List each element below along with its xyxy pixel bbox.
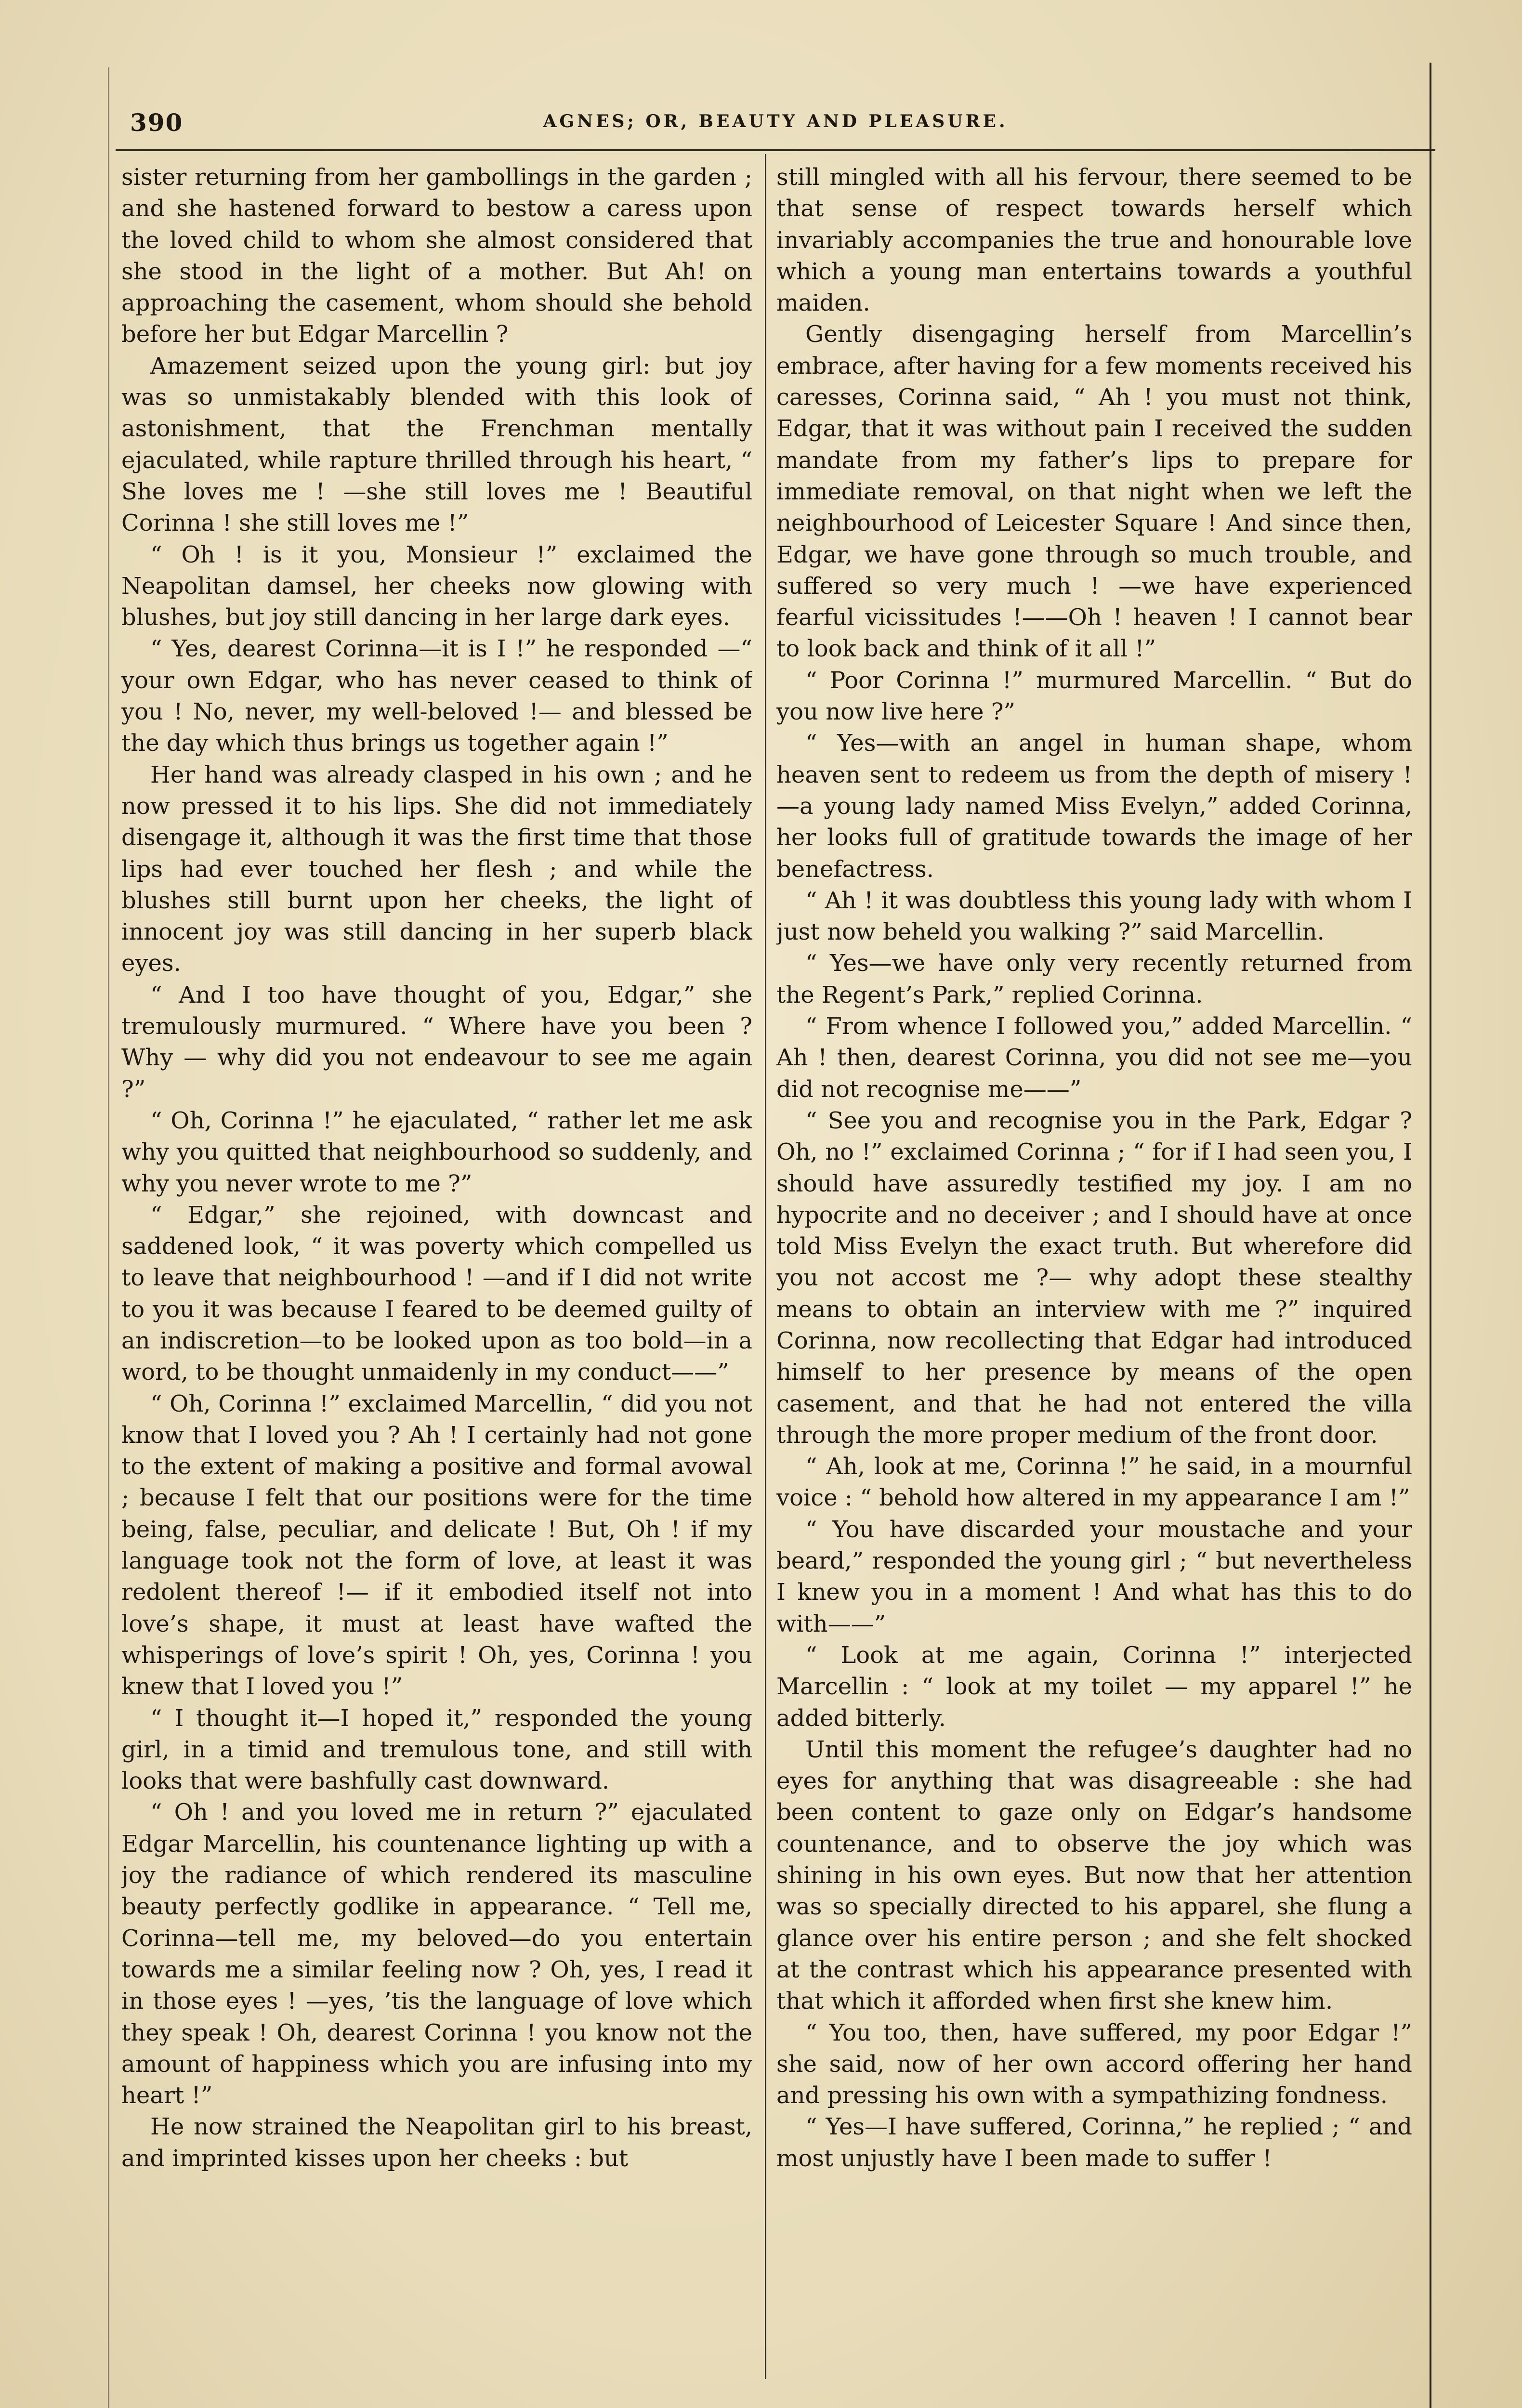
paragraph: Until this moment the refugee’s daughter had no eyes for anything that was disagreeable : she had been content to gaze only on Edgar’s handsome countenance, and to observe the joy which was shining in his own eyes. But now that her attention was so specially directed to his apparel, she flung a glance over his entire person ; and she felt shocked at the contrast which his appearance presented with that which it afforded when first she knew him.: [776, 1736, 1412, 2015]
paragraph: “ Oh ! is it you, Monsieur !” exclaimed the Neapolitan damsel, her cheeks now glowing with blushes, but joy still dancing in her large dark eyes.: [121, 541, 752, 631]
paragraph: “ Ah, look at me, Corinna !” he said, in a mournful voice : “ behold how altered in my appearance I am !”: [776, 1453, 1412, 1512]
paragraph: “ Yes—we have only very recently returned from the Regent’s Park,” replied Corinna.: [776, 950, 1412, 1008]
paragraph: “ Yes, dearest Corinna—it is I !” he responded —“ your own Edgar, who has never ceased to think of you ! No, never, my well-beloved !— and blessed be the day which thus brings us together again !”: [121, 635, 752, 757]
page-border-right: [1430, 63, 1431, 2408]
paragraph: Gently disengaging herself from Marcellin’s embrace, after having for a few moments received his caresses, Corinna said, “ Ah ! you must not think, Edgar, that it was without pain I received the sudden mandate from my father’s lips to prepare for immediate removal, on that night when we left the neighbourhood of Leicester Square ! And since then, Edgar, we have gone through so much trouble, and suffered so very much ! —we have experienced fearful vicissitudes !——Oh ! heaven ! I cannot bear to look back and think of it all !”: [776, 321, 1412, 663]
paragraph: “ Look at me again, Corinna !” interjected Marcellin : “ look at my toilet — my apparel !” he added bitterly.: [776, 1641, 1412, 1732]
right-column: [776, 162, 1412, 2365]
paragraph: Amazement seized upon the young girl: but joy was so unmistakably blended with this look of astonishment, that the Frenchman mentally ejaculated, while rapture thrilled through his heart, “ She loves me ! —she still loves me ! Beautiful Corinna ! she still loves me !”: [121, 352, 752, 537]
header-rule: [116, 149, 1435, 151]
paragraph: “ Yes—with an angel in human shape, whom heaven sent to redeem us from the depth of misery ! —a young lady named Miss Evelyn,” added Corinna, her looks full of gratitude towards the image of her benefactress.: [776, 730, 1412, 883]
column-divider: [765, 154, 766, 2379]
paragraph: “ Poor Corinna !” murmured Marcellin. “ But do you now live here ?”: [776, 667, 1412, 726]
paragraph: “ Ah ! it was doubtless this young lady with whom I just now beheld you walking ?” said Marcellin.: [776, 887, 1412, 946]
page-header: [116, 108, 1435, 142]
paragraph: He now strained the Neapolitan girl to his breast, and imprinted kisses upon her cheeks : but: [121, 2113, 752, 2172]
paragraph: “ Oh ! and you loved me in return ?” ejaculated Edgar Marcellin, his countenance lighting up with a joy the radiance of which rendered its masculine beauty perfectly godlike in appearance. “ Tell me, Corinna—tell me, my beloved—do you entertain towards me a similar feeling now ? Oh, yes, I read it in those eyes ! —yes, ’tis the language of love which they speak ! Oh, dearest Corinna ! you know not the amount of happiness which you are infusing into my heart !”: [121, 1799, 752, 2109]
paragraph: “ See you and recognise you in the Park, Edgar ? Oh, no !” exclaimed Corinna ; “ for if I had seen you, I should have assuredly testified my joy. I am no hypocrite and no deceiver ; and I should have at once told Miss Evelyn the exact truth. But wherefore did you not accost me ?— why adopt these stealthy means to obtain an interview with me ?” inquired Corinna, now recollecting that Edgar had introduced himself to her presence by means of the open casement, and that he had not entered the villa through the more proper medium of the front door.: [776, 1107, 1412, 1449]
paragraph: “ Oh, Corinna !” he ejaculated, “ rather let me ask why you quitted that neighbourhood so suddenly, and why you never wrote to me ?”: [121, 1107, 752, 1197]
paragraph: “ You have discarded your moustache and your beard,” responded the young girl ; “ but nevertheless I knew you in a moment ! And what has this to do with——”: [776, 1516, 1412, 1637]
paragraph: still mingled with all his fervour, there seemed to be that sense of respect towards herself which invariably accompanies the true and honourable love which a young man entertains towards a youthful maiden.: [776, 164, 1412, 317]
paragraph: Her hand was already clasped in his own ; and he now pressed it to his lips. She did not immediately disengage it, although it was the first time that those lips had ever touched her flesh ; and while the blushes still burnt upon her cheeks, the light of innocent joy was still dancing in her superb black eyes.: [121, 761, 752, 977]
paragraph: “ Yes—I have suffered, Corinna,” he replied ; “ and most unjustly have I been made to suffer !: [776, 2113, 1412, 2172]
paragraph: “ From whence I followed you,” added Marcellin. “ Ah ! then, dearest Corinna, you did not see me—you did not recognise me——”: [776, 1013, 1412, 1103]
paragraph: “ I thought it—I hoped it,” responded the young girl, in a timid and tremulous tone, and still with looks that were bashfully cast downward.: [121, 1704, 752, 1795]
paragraph: “ You too, then, have suffered, my poor Edgar !” she said, now of her own accord offering her hand and pressing his own with a sympathizing fondness.: [776, 2019, 1412, 2109]
page-number: 390: [130, 108, 184, 137]
left-column: [121, 162, 752, 2365]
running-title: AGNES; OR, BEAUTY AND PLEASURE.: [543, 111, 1008, 131]
paragraph: “ And I too have thought of you, Edgar,” she tremulously murmured. “ Where have you been ? Why — why did you not endeavour to see me again ?”: [121, 981, 752, 1103]
paragraph: “ Edgar,” she rejoined, with downcast and saddened look, “ it was poverty which compelled us to leave that neighbourhood ! —and if I did not write to you it was because I feared to be deemed guilty of an indiscretion—to be looked upon as too bold—in a word, to be thought unmaidenly in my conduct——”: [121, 1201, 752, 1386]
page-edge-line: [108, 67, 109, 2408]
paragraph: “ Oh, Corinna !” exclaimed Marcellin, “ did you not know that I loved you ? Ah ! I certainly had not gone to the extent of making a positive and formal avowal ; because I felt that our positions were for the time being, false, peculiar, and delicate ! But, Oh ! if my language took not the form of love, at least it was redolent thereof !— if it embodied itself not into love’s shape, it must at least have wafted the whisperings of love’s spirit ! Oh, yes, Corinna ! you knew that I loved you !”: [121, 1390, 752, 1701]
paragraph: sister returning from her gambollings in the garden ; and she hastened forward to bestow a caress upon the loved child to whom she almost considered that she stood in the light of a mother. But Ah! on approaching the casement, whom should she behold before her but Edgar Marcellin ?: [121, 164, 752, 348]
